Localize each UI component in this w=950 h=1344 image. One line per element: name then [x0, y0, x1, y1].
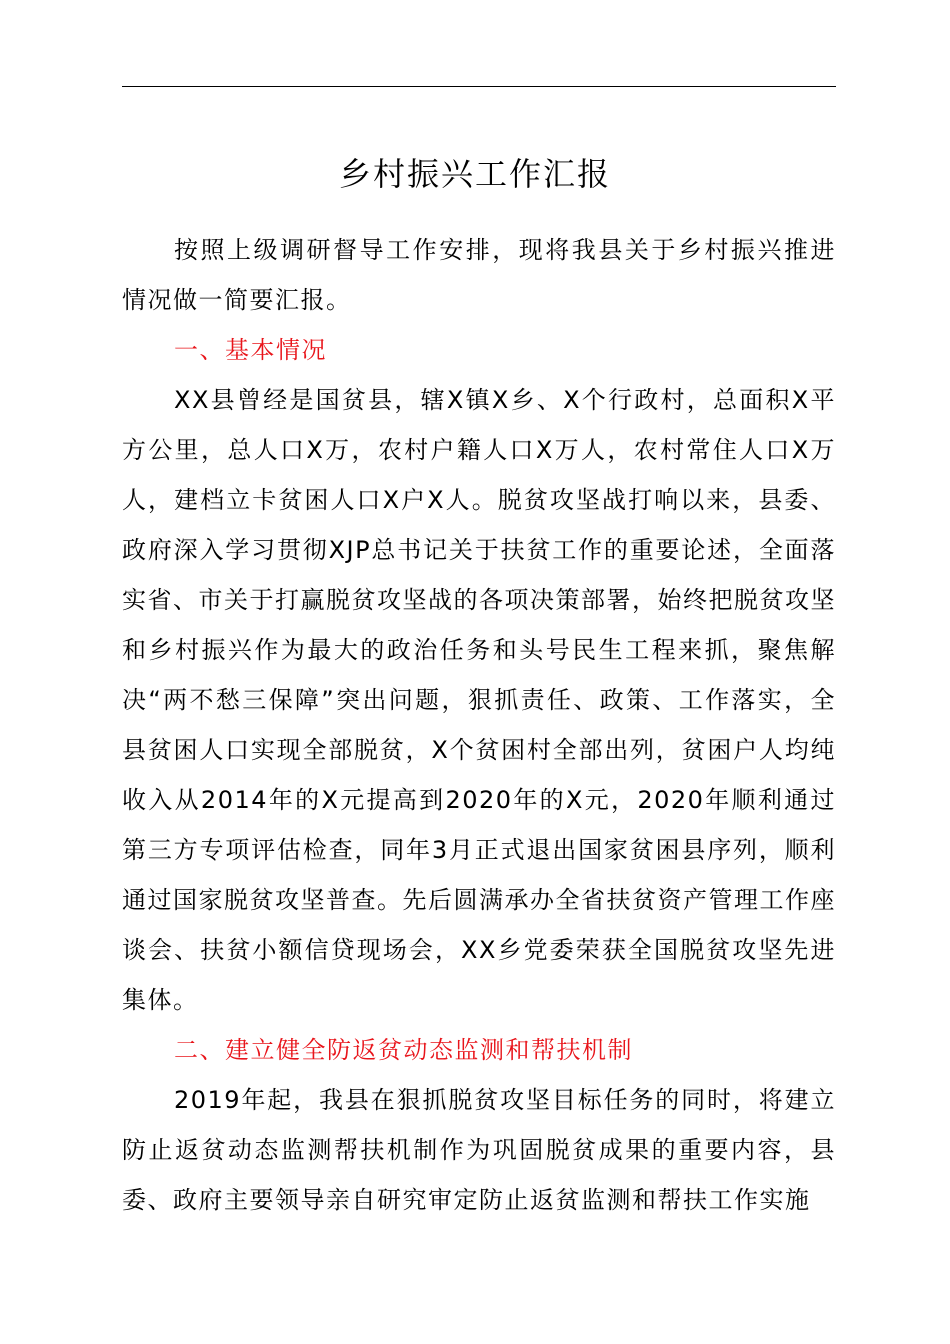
document-title: 乡村振兴工作汇报 — [338, 155, 611, 193]
header-rule — [122, 86, 836, 87]
intro-paragraph: 按照上级调研督导工作安排，现将我县关于乡村振兴推进情况做一简要汇报。 — [122, 236, 836, 314]
section-heading-basic-situation: 一、基本情况 — [174, 336, 327, 364]
document-body — [122, 225, 836, 1225]
basic-situation-paragraph: XX县曾经是国贫县，辖X镇X乡、X个行政村，总面积X平方公里，总人口X万，农村户籍人口X万人，农村常住人口X万人，建档立卡贫困人口X户X人。脱贫攻坚战打响以来，县委、政府深入学习贯彻XJP总书记关于扶贫工作的重要论述，全面落实省、市关于打赢脱贫攻坚战的各项决策部署，始终把脱贫攻坚和乡村振兴作为最大的政治任务和头号民生工程来抓，聚焦解决“两不愁三保障”突出问题，狠抓责任、政策、工作落实，全县贫困人口实现全部脱贫，X个贫困村全部出列，贫困户人均纯收入从2014年的X元提高到2020年的X元，2020年顺利通过第三方专项评估检查，同年3月正式退出国家贫困县序列，顺利通过国家脱贫攻坚普查。先后圆满承办全省扶贫资产管理工作座谈会、扶贫小额信贷现场会，XX乡党委荣获全国脱贫攻坚先进集体。 — [122, 386, 836, 1014]
monitoring-paragraph: 2019年起，我县在狠抓脱贫攻坚目标任务的同时，将建立防止返贫动态监测帮扶机制作为巩固脱贫成果的重要内容，县委、政府主要领导亲自研究审定防止返贫监测和帮扶工作实施 — [122, 1086, 836, 1214]
section-heading-monitoring-mechanism: 二、建立健全防返贫动态监测和帮扶机制 — [174, 1036, 633, 1064]
